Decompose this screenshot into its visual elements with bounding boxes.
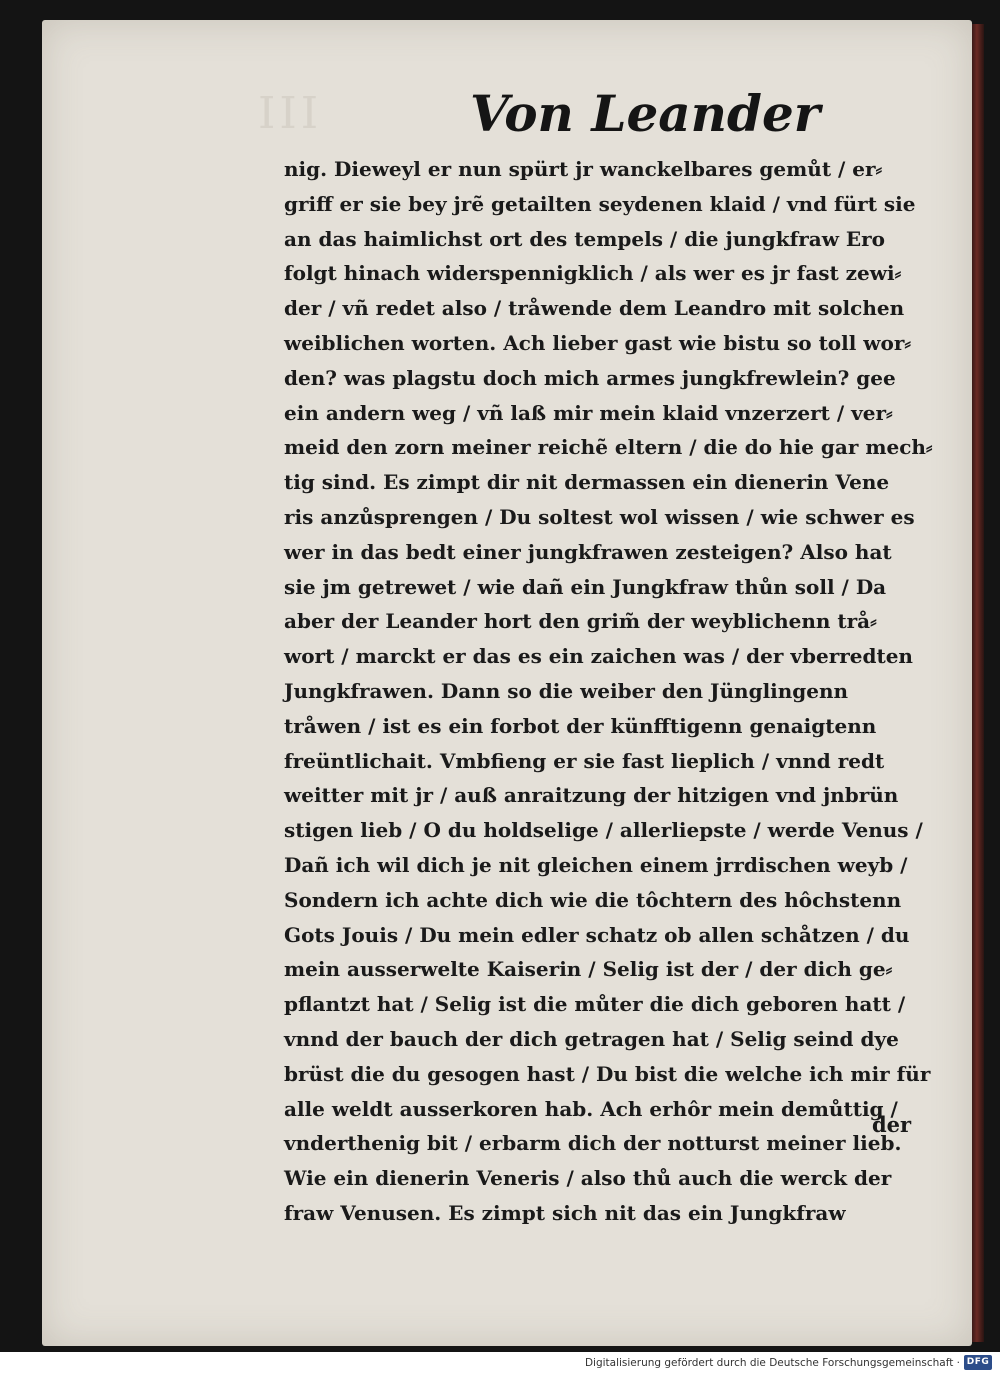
text-line: Gots Jouis / Du mein edler schatz ob allen schåtzen / du [284,922,910,947]
bleed-through-text: III [258,88,323,139]
text-line: alle weldt ausserkoren hab. Ach erhôr mein demůttig / [284,1096,898,1121]
text-line: Dañ ich wil dich je nit gleichen einem jrrdischen weyb / [284,852,908,877]
text-line: sie jm getrewet / wie dañ ein Jungkfraw thůn soll / Da [284,574,887,599]
text-line: freüntlichait. Vmbfieng er sie fast lieplich / vnnd redt [284,748,885,773]
text-line: ein andern weg / vñ laß mir mein klaid vnzerzert / ver⸗ [284,400,893,425]
dfg-logo-icon: DFG [964,1355,992,1370]
text-line: tig sind. Es zimpt dir nit dermassen ein dienerin Vene [284,470,890,495]
text-block [284,152,934,1231]
text-line: folgt hinach widerspennigklich / als wer es jr fast zewi⸗ [284,261,902,286]
text-line: meid den zorn meiner reichẽ eltern / die do hie gar mech⸗ [284,435,933,460]
funding-note: Digitalisierung gefördert durch die Deutsche Forschungsgemeinschaft · [584,1357,960,1369]
text-line: stigen lieb / O du holdselige / allerliepste / werde Venus / [284,818,923,843]
text-line: Jungkfrawen. Dann so die weiber den Jünglingenn [284,678,849,703]
footer-bar [0,1352,1000,1373]
text-line: griff er sie bey jrẽ getailten seydenen klaid / vnd fürt sie [284,191,916,216]
text-line: wort / marckt er das es ein zaichen was / der vberredten [284,644,913,669]
text-line: der / vñ redet also / tråwende dem Leandro mit solchen [284,296,905,321]
catchword: der [872,1112,912,1137]
text-line: brüst die du gesogen hast / Du bist die welche ich mir für [284,1061,931,1086]
text-line: nig. Dieweyl er nun spürt jr wanckelbares gemůt / er⸗ [284,157,883,181]
text-line: aber der Leander hort den grim̃ der weyblichenn trå⸗ [284,609,877,634]
book-edge [972,24,984,1342]
text-line: ris anzůsprengen / Du soltest wol wissen / wie schwer es [284,504,915,529]
page-heading: Von Leander [470,84,821,143]
text-line: pflantzt hat / Selig ist die můter die dich geboren hatt / [284,992,906,1017]
text-line: fraw Venusen. Es zimpt sich nit das ein Jungkfraw [284,1200,846,1225]
text-line: mein ausserwelte Kaiserin / Selig ist der / der dich ge⸗ [284,957,893,982]
text-line: Sondern ich achte dich wie die tôchtern des hôchstenn [284,887,902,912]
text-line: an das haimlichst ort des tempels / die jungkfraw Ero [284,226,886,251]
text-line: tråwen / ist es ein forbot der künfftigenn genaigtenn [284,713,877,738]
text-line: wer in das bedt einer jungkfrawen zesteigen? Also hat [284,539,892,564]
text-line: Wie ein dienerin Veneris / also thů auch die werck der [284,1166,892,1191]
text-line: weiblichen worten. Ach lieber gast wie bistu so toll wor⸗ [284,330,912,355]
text-line: vnderthenig bit / erbarm dich der notturst meiner lieb. [284,1131,902,1156]
text-line: den? was plagstu doch mich armes jungkfrewlein? gee [284,365,896,390]
text-line: vnnd der bauch der dich getragen hat / Selig seind dye [284,1026,899,1051]
text-line: weitter mit jr / auß anraitzung der hitzigen vnd jnbrün [284,783,899,808]
